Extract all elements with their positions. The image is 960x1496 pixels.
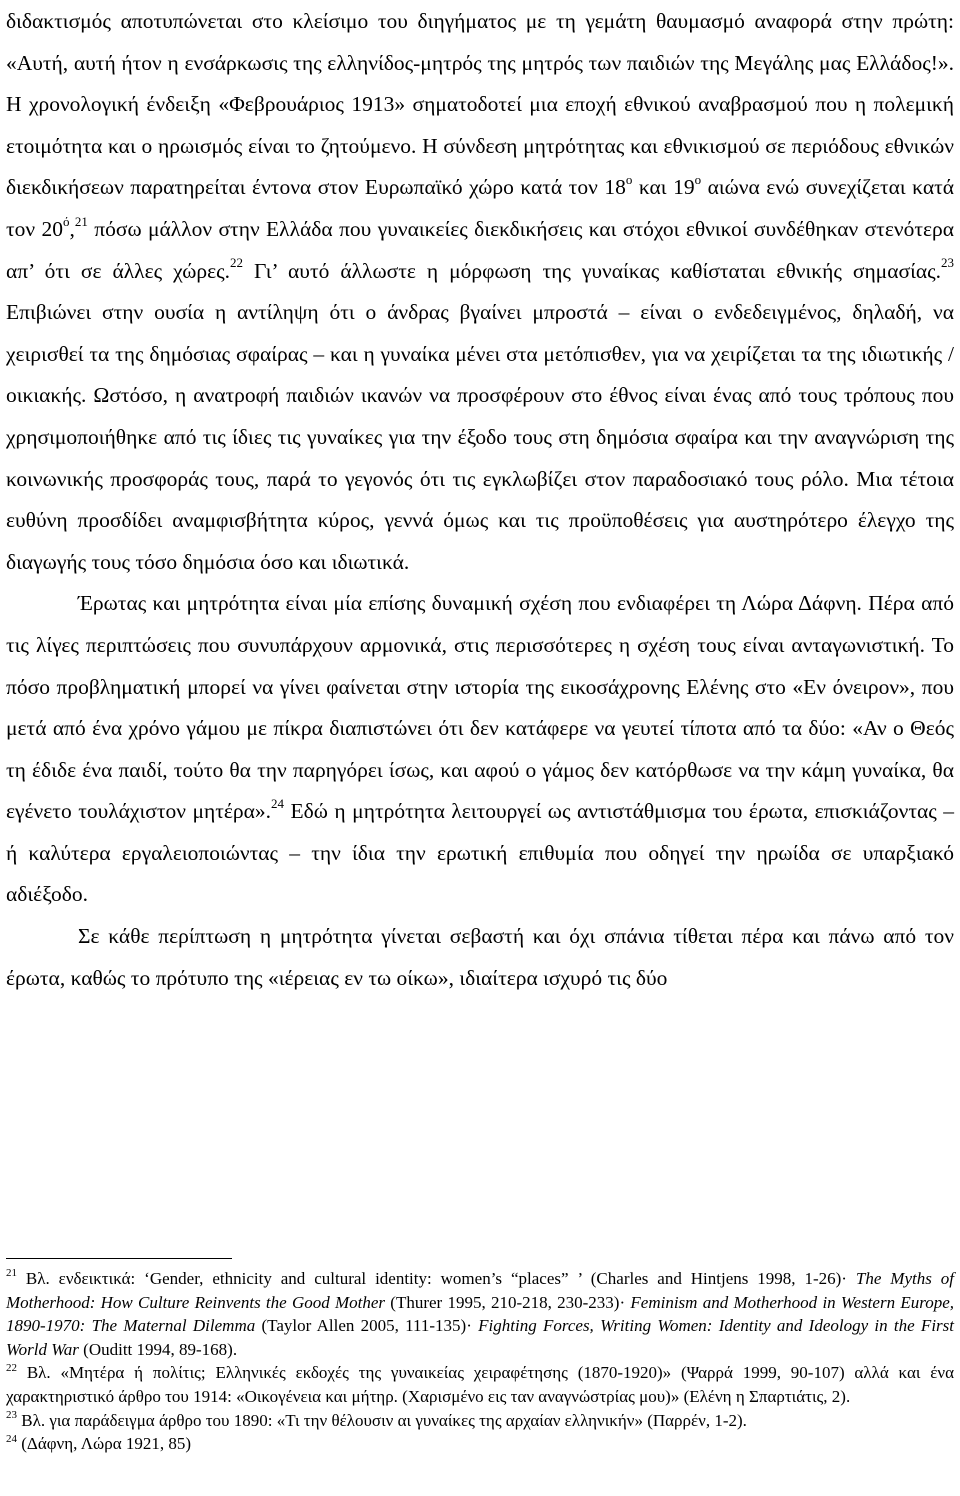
footnote-21: $^{21}$ Βλ. ενδεικτικά: ‘Gender, ethnicity and cultural identity: women’s “places” ’ (Charles and Hintjens 1998, 1-26)· The Myths of Motherhood: How Culture Reinvents the Good Mother (Thurer 1995, 210-218, 230-233)· Feminism and Motherhood in Western Europe, 1890-1970: The Maternal Dilemma (Taylor Allen 2005, 111-135)· Fighting Forces, Writing Women: Identity and Ideology in the First World War (Ouditt 1994, 89-168). [6, 1267, 954, 1359]
document-page [6, 0, 955, 1454]
footnote-ref-24[interactable]: 24 [271, 796, 285, 812]
footnote-23: $^{23}$ Βλ. για παράδειγμα άρθρο του 1890: «Τι την θέλουσιν αι γυναίκες της αρχαίαν ελληνικήν» (Παρρέν, 1-2). [6, 1408, 747, 1430]
footnote-separator [6, 1258, 232, 1259]
body-text [6, 0, 954, 999]
footnote-ref-23[interactable]: 23 [941, 255, 955, 271]
footnotes [6, 1267, 954, 1456]
footnote-24: $^{24}$ (Δάφνη, Λώρα 1921, 85) [6, 1432, 192, 1454]
footnote-22: $^{22}$ Βλ. «Μητέρα ή πολίτις; Ελληνικές εκδοχές της γυναικείας χειραφέτησης (1870-1920)» (Ψαρρά 1999, 90-107) αλλά και ένα χαρακτηριστικό άρθρο του 1914: «Οικογένεια και μήτηρ. (Χαρισμένο εις ταν αναγνώστρίας μου)» (Ελένη η Σπαρτιάτις, 2). [6, 1361, 954, 1406]
footnote-ref-21[interactable]: 21 [74, 213, 88, 229]
paragraph-1: διδακτισμός αποτυπώνεται στο κλείσιμο του διηγήματος με τη γεμάτη θαυμασμό αναφορά στην πρώτη: «Αυτή, αυτή ήτον η ενσάρκωσις της ελληνίδος-μητρός της μητρός των παιδιών της Μεγάλης μας Ελλάδος!». Η χρονολογική ένδειξη «Φεβρουάριος 1913» σηματοδοτεί μια εποχή εθνικού αναβρασμού που η πολεμική ετοιμότητα και ο ηρωισμός είναι το ζητούμενο. Η σύνδεση μητρότητας και εθνικισμού σε περιόδους εθνικών διεκδικήσεων παρατηρείται έντονα στον Ευρωπαϊκό χώρο κατά τον $18^o$ και $19^o$ αιώνα ενώ συνεχίζεται κατά τον $20^ό,^{21}$ πόσω μάλλον στην Ελλάδα που γυναικείες διεκδικήσεις και στόχοι εθνικοί συνδέθηκαν στενότερα απ’ ότι σε άλλες χώρες.$^{22}$ Γι’ αυτό άλλωστε η μόρφωση της γυναίκας καθίσταται εθνικής σημασίας.$^{23}$ Επιβιώνει στην ουσία η αντίληψη ότι ο άνδρας βγαίνει μπροστά – είναι ο ενδεδειγμένος, δηλαδή, να χειρισθεί τα της δημόσιας σφαίρας – και η γυναίκα μένει στα μετόπισθεν, για να χειρίζεται τα της ιδιωτικής / οικιακής. Ωστόσο, η ανατροφή παιδιών ικανών να προσφέρουν στο έθνος είναι ένας από τους τρόπους που χρησιμοποιήθηκε από τις ίδιες τις γυναίκες για την έξοδο τους στη δημόσια σφαίρα και την αναγνώριση της κοινωνικής προσφοράς τους, παρά το γεγονός ότι τις εγκλωβίζει στον παραδοσιακό τους ρόλο. Μια τέτοια ευθύνη προσδίδει αναμφισβήτητα κύρος, γεννά όμως και τις προϋποθέσεις για αυστηρότερο έλεγχο της διαγωγής τους τόσο δημόσια όσο και ιδιωτικά. [6, 9, 955, 574]
paragraph-2: Έρωτας και μητρότητα είναι μία επίσης δυναμική σχέση που ενδιαφέρει τη Λώρα Δάφνη. Πέρα από τις λίγες περιπτώσεις που συνυπάρχουν αρμονικά, στις περισσότερες η σχέση τους είναι ανταγωνιστική. Το πόσο προβληματική μπορεί να γίνει φαίνεται στην ιστορία της εικοσάχρονης Ελένης στο «Εν όνειρον», που μετά από ένα χρόνο γάμου με πίκρα διαπιστώνει ότι δεν κατάφερε να γευτεί τίποτα από τα δύο: «Αν ο Θεός τη έδιδε ένα παιδί, τούτο θα την παρηγόρει ίσως, και αφού ο γάμος δεν κατόρθωσε να την κάμη γυναίκα, θα εγένετο τουλάχιστον μητέρα».$^{24}$ Εδώ η μητρότητα λειτουργεί ως αντιστάθμισμα του έρωτα, επισκιάζοντας – ή καλύτερα εργαλειοποιώντας – την ίδια την ερωτική επιθυμία που οδηγεί την ηρωίδα σε υπαρξιακό αδιέξοδο. [6, 591, 954, 907]
paragraph-3: Σε κάθε περίπτωση η μητρότητα γίνεται σεβαστή και όχι σπάνια τίθεται πέρα και πάνω από τον έρωτα, καθώς το πρότυπο της «ιέρειας εν τω οίκω», ιδιαίτερα ισχυρό τις δύο [6, 924, 954, 990]
footnote-ref-22[interactable]: 22 [230, 255, 244, 271]
